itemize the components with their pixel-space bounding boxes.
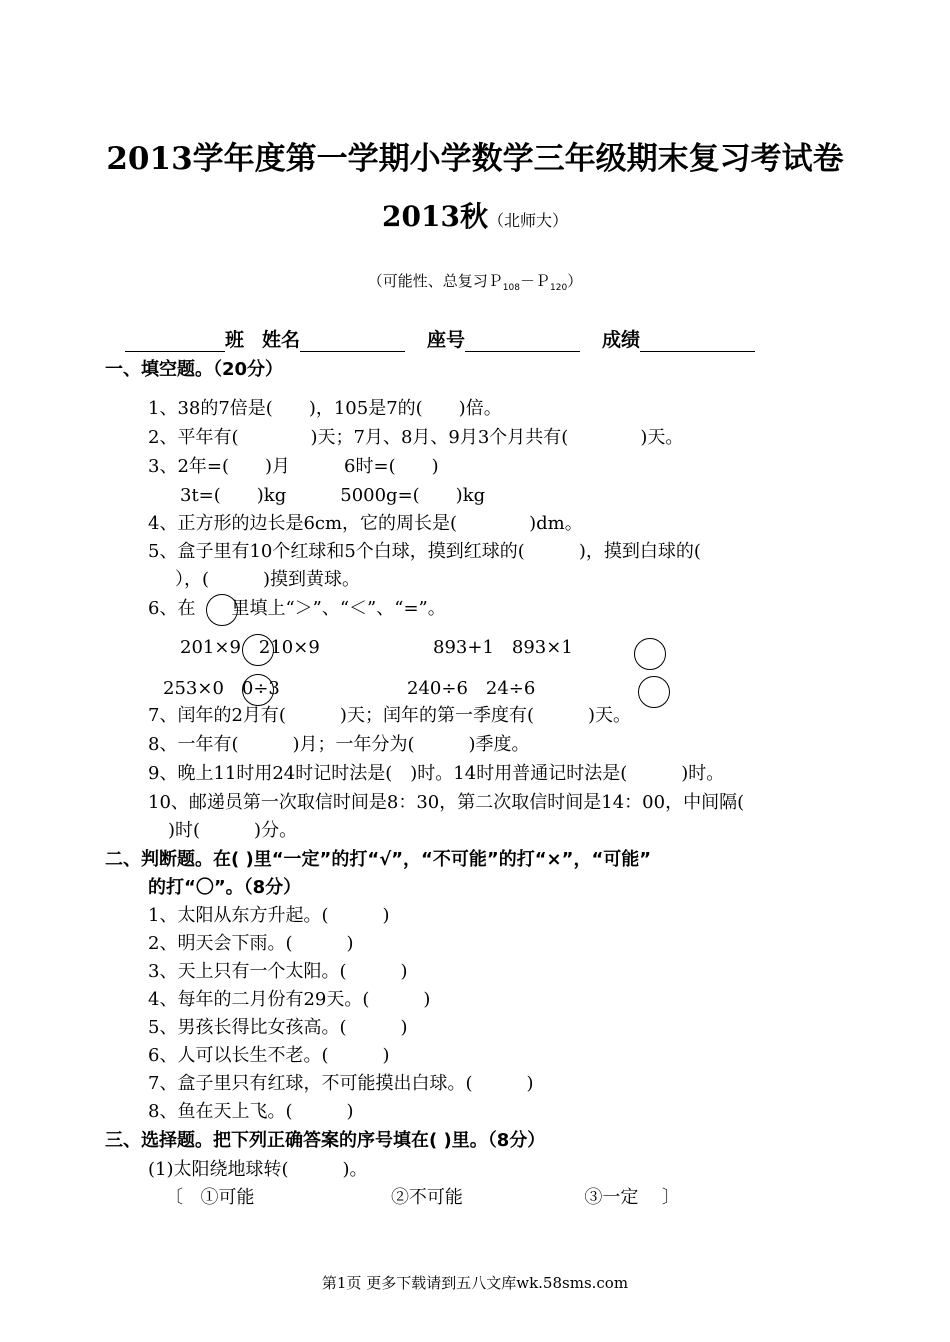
scope-note	[0, 270, 950, 293]
options-open-bracket: 〔	[165, 1187, 183, 1208]
subtitle-note: （北师大）	[487, 211, 568, 230]
compare-circle-2[interactable]	[634, 638, 666, 670]
question-1-8: 8、一年有( )月；一年分为( )季度。	[148, 734, 530, 755]
compare-circle-example	[206, 594, 238, 626]
question-1-5a: 5、盒子里有10个红球和5个白球，摸到红球的( )，摸到白球的(	[148, 541, 701, 562]
judge-item: 7、盒子里只有红球，不可能摸出白球。( )	[148, 1073, 534, 1094]
scope-end: ）	[567, 272, 583, 290]
question-1-3a: 3、2年=( )月 6时=( )	[148, 456, 439, 477]
question-1-10b: )时( )分。	[168, 820, 298, 841]
judge-item: 3、天上只有一个太阳。( )	[148, 961, 408, 982]
question-1-6: 6、在 里填上“＞”、“＜”、“=”。	[148, 598, 446, 619]
exam-subtitle	[0, 195, 950, 235]
option-1: ①可能	[200, 1187, 255, 1208]
score-label: 成绩	[602, 329, 641, 351]
section2-heading-line1: 二、判断题。在( )里“一定”的打“√”，“不可能”的打“×”，“可能”	[105, 849, 652, 870]
judge-item: 4、每年的二月份有29天。( )	[148, 989, 431, 1010]
question-1-7: 7、闰年的2月有( )天；闰年的第一季度有( )天。	[148, 705, 631, 726]
exam-title: 2013学年度第一学期小学数学三年级期末复习考试卷	[106, 141, 844, 177]
option-3: ③一定	[584, 1187, 639, 1208]
seat-label: 座号	[427, 329, 466, 351]
name-blank[interactable]	[300, 329, 405, 352]
question-1-1: 1、38的7倍是( )，105是7的( )倍。	[148, 398, 502, 419]
score-blank[interactable]	[640, 329, 755, 352]
question-1-2: 2、平年有( )天；7月、8月、9月3个月共有( )天。	[148, 427, 684, 448]
name-label: 姓名	[262, 329, 301, 351]
scope-sub-end: 120	[550, 283, 568, 293]
choice-question-1: (1)太阳绕地球转( )。	[148, 1159, 368, 1180]
question-1-6-row1b: 893+1 893×1	[433, 637, 573, 658]
page-footer: 第1页 更多下载请到五八文库wk.58sms.com	[321, 1274, 629, 1292]
question-1-6-row2b: 240÷6 24÷6	[407, 678, 536, 699]
section3-heading: 三、选择题。把下列正确答案的序号填在( )里。（8分）	[105, 1130, 546, 1151]
judge-item: 1、太阳从东方升起。( )	[148, 905, 390, 926]
option-2: ②不可能	[390, 1187, 463, 1208]
question-1-5b: ），( )摸到黄球。	[175, 569, 361, 590]
judge-item: 2、明天会下雨。( )	[148, 933, 354, 954]
question-1-3b: 3t=( )kg 5000g=( )kg	[180, 485, 486, 506]
class-label: 班	[225, 329, 245, 351]
student-info-line	[125, 325, 755, 352]
scope-text: （可能性、总复习Ｐ	[367, 272, 503, 290]
subtitle-main: 2013秋	[382, 200, 488, 233]
question-1-6-row1a: 201×9 210×9	[180, 637, 320, 658]
question-1-9: 9、晚上11时用24时记时法是( )时。14时用普通记时法是( )时。	[148, 763, 725, 784]
choice-options	[165, 1183, 680, 1209]
scope-mid: －Ｐ	[519, 272, 550, 290]
section2-heading-line2: 的打“〇”。（8分）	[148, 877, 302, 898]
compare-circle-1[interactable]	[242, 634, 274, 666]
question-1-6-row2a: 253×0 0÷3	[163, 678, 280, 699]
compare-circle-4[interactable]	[638, 676, 670, 708]
question-1-10a: 10、邮递员第一次取信时间是8：30，第二次取信时间是14：00，中间隔(	[148, 792, 745, 813]
seat-blank[interactable]	[465, 329, 580, 352]
scope-sub-start: 108	[502, 283, 520, 293]
section1-heading: 一、填空题。（20分）	[105, 359, 284, 380]
judge-item: 6、人可以长生不老。( )	[148, 1045, 390, 1066]
judge-item: 5、男孩长得比女孩高。( )	[148, 1017, 408, 1038]
class-blank[interactable]	[125, 329, 225, 352]
question-1-4: 4、正方形的边长是6cm，它的周长是( )dm。	[148, 513, 583, 534]
options-close-bracket: 〕	[661, 1187, 680, 1208]
judge-item: 8、鱼在天上飞。( )	[148, 1101, 354, 1122]
